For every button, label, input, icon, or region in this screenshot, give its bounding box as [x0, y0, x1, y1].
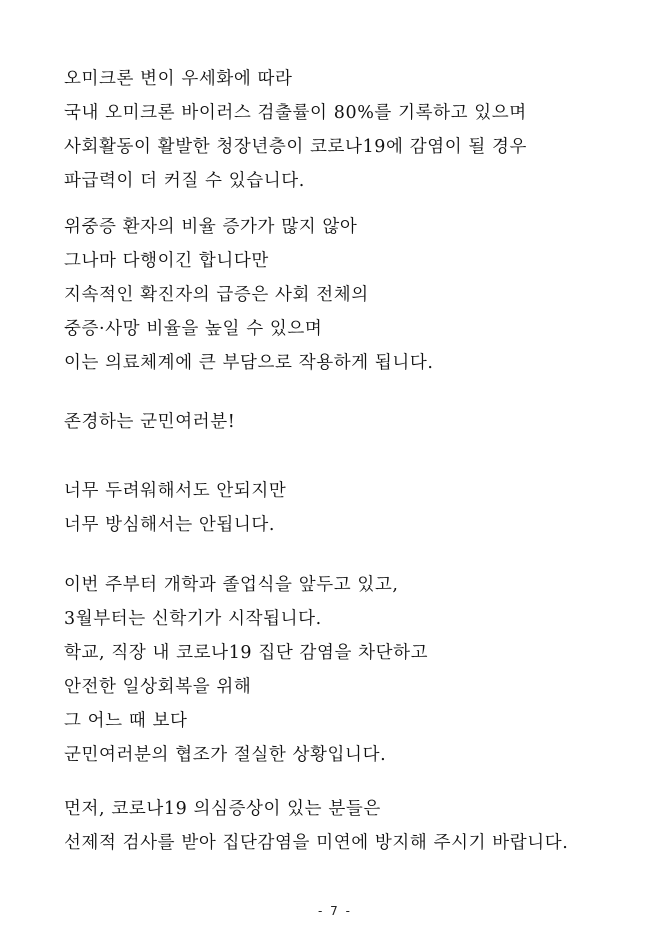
text-line: 너무 방심해서는 안됩니다. [64, 515, 276, 535]
text-line: 학교, 직장 내 코로나19 집단 감염을 차단하고 [64, 643, 429, 663]
text-line: 위중증 환자의 비율 증가가 많지 않아 [64, 217, 358, 237]
text-line: 너무 두려워해서도 안되지만 [64, 481, 287, 501]
text-line: 국내 오미크론 바이러스 검출률이 80%를 기록하고 있으며 [64, 103, 527, 123]
text-line: 먼저, 코로나19 의심증상이 있는 분들은 [64, 799, 381, 819]
text-line: 이번 주부터 개학과 졸업식을 앞두고 있고, [64, 575, 399, 595]
text-line: 존경하는 군민여러분! [64, 412, 236, 432]
paragraph-severe-cases [64, 210, 644, 380]
paragraph-testing-request [64, 792, 644, 860]
text-line: 3월부터는 신학기가 시작됩니다. [64, 609, 322, 629]
text-line: 그나마 다행이긴 합니다만 [64, 251, 269, 271]
paragraph-caution [64, 474, 644, 542]
text-line: 이는 의료체계에 큰 부담으로 작용하게 됩니다. [64, 353, 434, 373]
text-line: 중증·사망 비율을 높일 수 있으며 [64, 319, 323, 339]
text-line: 오미크론 변이 우세화에 따라 [64, 69, 293, 89]
paragraph-omicron-dominance [64, 62, 644, 198]
text-line: 지속적인 확진자의 급증은 사회 전체의 [64, 285, 369, 305]
text-line: 군민여러분의 협조가 절실한 상황입니다. [64, 745, 387, 765]
text-line: 선제적 검사를 받아 집단감염을 미연에 방지해 주시기 바랍니다. [64, 833, 569, 853]
paragraph-school-season [64, 568, 644, 772]
text-line: 파급력이 더 커질 수 있습니다. [64, 171, 305, 191]
text-line: 그 어느 때 보다 [64, 711, 188, 731]
text-line: 안전한 일상회복을 위해 [64, 677, 252, 697]
paragraph-address [64, 405, 644, 439]
page-number: - 7 - [318, 904, 352, 918]
text-line: 사회활동이 활발한 청장년층이 코로나19에 감염이 될 경우 [64, 137, 528, 157]
